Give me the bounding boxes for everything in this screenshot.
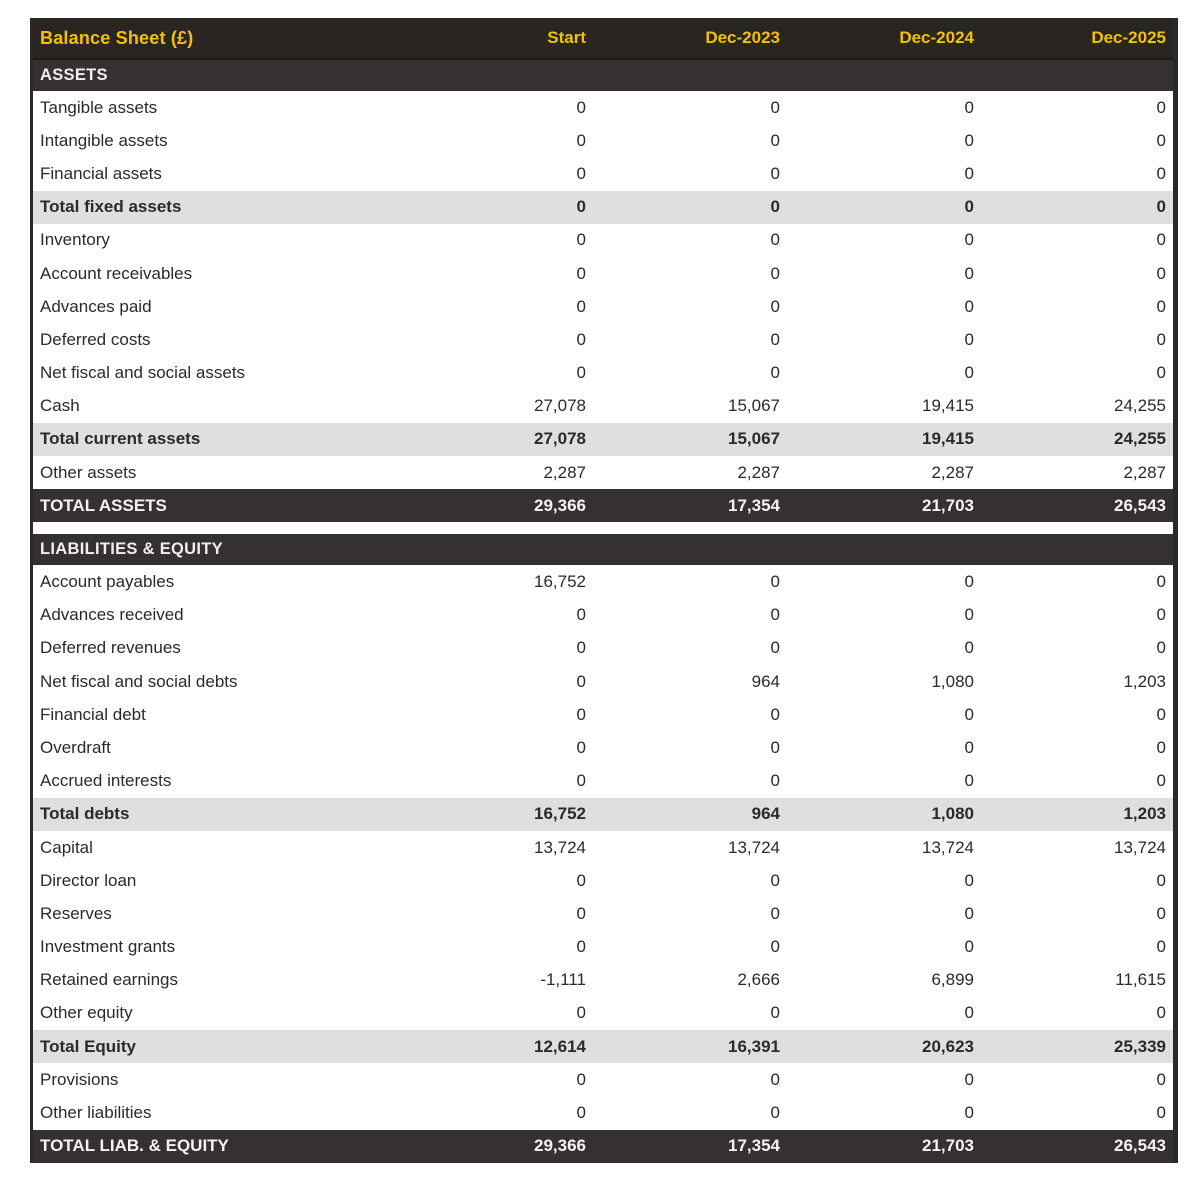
row-value: 15,067 <box>728 429 780 449</box>
row-value: 1,080 <box>931 804 974 824</box>
row-value: 17,354 <box>728 1136 780 1156</box>
row-value: 0 <box>770 1003 780 1023</box>
row-value: 20,623 <box>922 1036 974 1056</box>
row-value: 12,614 <box>534 1036 586 1056</box>
row-value: 26,543 <box>1114 1136 1166 1156</box>
row-value: 0 <box>1156 771 1166 791</box>
table-row <box>33 665 1173 698</box>
row-value: 2,666 <box>737 970 780 990</box>
row-value: 964 <box>751 804 780 824</box>
row-value: 24,255 <box>1114 396 1166 416</box>
row-value: 27,078 <box>534 429 586 449</box>
row-value: 0 <box>964 737 974 757</box>
row-value: 0 <box>1156 903 1166 923</box>
table-row <box>33 765 1173 798</box>
row-value: 0 <box>1156 605 1166 625</box>
table-row <box>33 599 1173 632</box>
row-value: 19,415 <box>922 396 974 416</box>
table-row <box>33 1063 1173 1096</box>
section-heading-row <box>33 60 1173 91</box>
row-label: Account receivables <box>40 263 193 283</box>
row-value: 21,703 <box>922 1136 974 1156</box>
row-value: 0 <box>964 263 974 283</box>
row-value: 0 <box>964 197 974 217</box>
row-value: 13,724 <box>534 837 586 857</box>
row-value: 0 <box>770 97 780 117</box>
row-label: Overdraft <box>40 737 111 757</box>
table-row <box>33 864 1173 897</box>
row-label: Advances paid <box>40 296 152 316</box>
row-label: Other assets <box>40 462 137 482</box>
row-value: 17,354 <box>728 495 780 515</box>
row-value: 0 <box>964 937 974 957</box>
row-value: 0 <box>1156 1003 1166 1023</box>
row-value: 6,899 <box>931 970 974 990</box>
section-gap <box>33 522 1173 534</box>
row-value: 0 <box>964 638 974 658</box>
row-value: 0 <box>576 870 586 890</box>
row-value: 1,080 <box>931 671 974 691</box>
row-value: 0 <box>770 1103 780 1123</box>
row-value: 0 <box>1156 329 1166 349</box>
row-value: 0 <box>576 771 586 791</box>
table-row <box>33 323 1173 356</box>
row-value: 16,752 <box>534 572 586 592</box>
row-value: 0 <box>576 329 586 349</box>
row-value: 0 <box>576 163 586 183</box>
row-value: 0 <box>576 263 586 283</box>
row-label: Net fiscal and social debts <box>40 671 238 691</box>
row-value: -1,111 <box>540 970 586 990</box>
row-value: 2,287 <box>931 462 974 482</box>
row-value: 29,366 <box>534 1136 586 1156</box>
row-value: 13,724 <box>922 837 974 857</box>
table-row <box>33 390 1173 423</box>
table-row <box>33 257 1173 290</box>
section-heading: ASSETS <box>40 66 108 84</box>
row-value: 0 <box>770 605 780 625</box>
section-heading: LIABILITIES & EQUITY <box>40 540 223 559</box>
row-value: 0 <box>576 130 586 150</box>
row-value: 16,752 <box>534 804 586 824</box>
row-value: 0 <box>1156 572 1166 592</box>
table-row <box>33 91 1173 124</box>
row-value: 21,703 <box>922 495 974 515</box>
row-value: 0 <box>1156 704 1166 724</box>
table-row <box>33 698 1173 731</box>
table-row <box>33 357 1173 390</box>
row-value: 0 <box>770 903 780 923</box>
row-label: Total debts <box>40 804 130 824</box>
row-label: Tangible assets <box>40 97 158 117</box>
row-value: 0 <box>770 870 780 890</box>
row-value: 15,067 <box>728 396 780 416</box>
table-row <box>33 290 1173 323</box>
row-value: 24,255 <box>1114 429 1166 449</box>
table-row <box>33 731 1173 764</box>
row-value: 0 <box>576 97 586 117</box>
row-value: 0 <box>964 163 974 183</box>
row-value: 0 <box>1156 97 1166 117</box>
row-value: 0 <box>576 704 586 724</box>
row-value: 0 <box>576 1103 586 1123</box>
row-value: 27,078 <box>534 396 586 416</box>
subtotal-row <box>33 191 1173 224</box>
row-value: 13,724 <box>1114 837 1166 857</box>
row-value: 2,287 <box>543 462 586 482</box>
row-value: 0 <box>964 1069 974 1089</box>
row-value: 0 <box>576 1069 586 1089</box>
row-label: Financial debt <box>40 704 146 724</box>
grand-total-row <box>33 1130 1173 1163</box>
row-value: 0 <box>1156 937 1166 957</box>
row-label: Provisions <box>40 1069 119 1089</box>
table-title: Balance Sheet (£) <box>40 27 194 48</box>
row-value: 29,366 <box>534 495 586 515</box>
row-value: 0 <box>1156 296 1166 316</box>
row-value: 0 <box>1156 1069 1166 1089</box>
row-label: Accrued interests <box>40 771 172 791</box>
row-value: 16,391 <box>728 1036 780 1056</box>
row-value: 0 <box>770 163 780 183</box>
table-row <box>33 124 1173 157</box>
row-value: 0 <box>964 572 974 592</box>
row-value: 0 <box>1156 737 1166 757</box>
row-label: Advances received <box>40 605 184 625</box>
row-label: Capital <box>40 837 93 857</box>
row-value: 0 <box>770 230 780 250</box>
row-value: 0 <box>1156 130 1166 150</box>
row-value: 0 <box>1156 870 1166 890</box>
row-value: 26,543 <box>1114 495 1166 515</box>
row-value: 0 <box>770 704 780 724</box>
row-label: Reserves <box>40 903 112 923</box>
row-value: 0 <box>964 771 974 791</box>
table-row <box>33 931 1173 964</box>
table-row <box>33 964 1173 997</box>
row-value: 1,203 <box>1123 671 1166 691</box>
row-value: 25,339 <box>1114 1036 1166 1056</box>
row-value: 0 <box>770 197 780 217</box>
subtotal-row <box>33 1030 1173 1063</box>
table-row <box>33 565 1173 598</box>
table-row <box>33 456 1173 489</box>
row-value: 0 <box>576 671 586 691</box>
subtotal-row <box>33 798 1173 831</box>
row-value: 0 <box>964 870 974 890</box>
row-value: 0 <box>1156 197 1166 217</box>
table-row <box>33 632 1173 665</box>
row-label: Deferred revenues <box>40 638 181 658</box>
row-value: 0 <box>770 572 780 592</box>
row-value: 0 <box>1156 230 1166 250</box>
row-value: 2,287 <box>737 462 780 482</box>
row-label: Other equity <box>40 1003 133 1023</box>
table-row <box>33 897 1173 930</box>
row-value: 0 <box>770 638 780 658</box>
row-value: 0 <box>576 1003 586 1023</box>
row-label: Retained earnings <box>40 970 178 990</box>
row-value: 0 <box>576 197 586 217</box>
row-value: 0 <box>964 704 974 724</box>
column-header-dec2024: Dec-2024 <box>899 28 974 47</box>
subtotal-row <box>33 423 1173 456</box>
row-value: 1,203 <box>1123 804 1166 824</box>
column-header-start: Start <box>547 28 586 47</box>
row-value: 0 <box>964 97 974 117</box>
row-label: Net fiscal and social assets <box>40 363 246 383</box>
row-label: Total Equity <box>40 1036 137 1056</box>
row-value: 0 <box>576 230 586 250</box>
row-value: 0 <box>576 605 586 625</box>
row-label: Total current assets <box>40 429 201 449</box>
row-label: Deferred costs <box>40 329 151 349</box>
column-header-dec2025: Dec-2025 <box>1091 28 1166 47</box>
row-value: 0 <box>964 230 974 250</box>
row-value: 0 <box>770 1069 780 1089</box>
row-value: 0 <box>770 296 780 316</box>
row-label: Inventory <box>40 230 110 250</box>
grand-total-row <box>33 489 1173 522</box>
table-row <box>33 224 1173 257</box>
row-value: 0 <box>1156 263 1166 283</box>
row-label: TOTAL ASSETS <box>40 495 167 515</box>
row-value: 0 <box>770 937 780 957</box>
row-value: 11,615 <box>1115 970 1166 990</box>
row-value: 0 <box>964 1103 974 1123</box>
row-value: 19,415 <box>922 429 974 449</box>
row-value: 0 <box>964 605 974 625</box>
row-value: 0 <box>770 329 780 349</box>
row-label: Director loan <box>40 870 137 890</box>
row-value: 0 <box>964 329 974 349</box>
row-value: 0 <box>576 937 586 957</box>
balance-sheet-table <box>30 18 1178 1163</box>
row-value: 0 <box>964 1003 974 1023</box>
row-label: Total fixed assets <box>40 197 182 217</box>
column-header-dec2023: Dec-2023 <box>705 28 780 47</box>
section-heading-row <box>33 534 1173 565</box>
table-row <box>33 1096 1173 1129</box>
table-header-row <box>33 18 1173 60</box>
row-value: 0 <box>576 903 586 923</box>
row-label: Other liabilities <box>40 1103 152 1123</box>
table-row <box>33 997 1173 1030</box>
row-value: 0 <box>770 263 780 283</box>
row-value: 0 <box>1156 638 1166 658</box>
row-value: 0 <box>770 130 780 150</box>
table-row <box>33 157 1173 190</box>
table-row <box>33 831 1173 864</box>
row-value: 0 <box>964 296 974 316</box>
row-value: 0 <box>770 737 780 757</box>
row-label: Intangible assets <box>40 130 168 150</box>
row-value: 0 <box>576 638 586 658</box>
row-value: 0 <box>964 903 974 923</box>
row-value: 0 <box>1156 1103 1166 1123</box>
row-value: 0 <box>964 130 974 150</box>
row-value: 13,724 <box>728 837 780 857</box>
sheet-body <box>33 60 1173 1163</box>
row-value: 0 <box>770 771 780 791</box>
row-label: Account payables <box>40 572 175 592</box>
row-value: 0 <box>770 363 780 383</box>
row-value: 964 <box>751 671 780 691</box>
row-value: 0 <box>576 363 586 383</box>
row-label: Investment grants <box>40 937 176 957</box>
row-value: 2,287 <box>1123 462 1166 482</box>
row-value: 0 <box>576 737 586 757</box>
row-value: 0 <box>1156 363 1166 383</box>
row-label: Financial assets <box>40 163 162 183</box>
row-value: 0 <box>964 363 974 383</box>
row-label: Cash <box>40 396 80 416</box>
row-value: 0 <box>576 296 586 316</box>
row-label: TOTAL LIAB. & EQUITY <box>40 1136 229 1156</box>
row-value: 0 <box>1156 163 1166 183</box>
